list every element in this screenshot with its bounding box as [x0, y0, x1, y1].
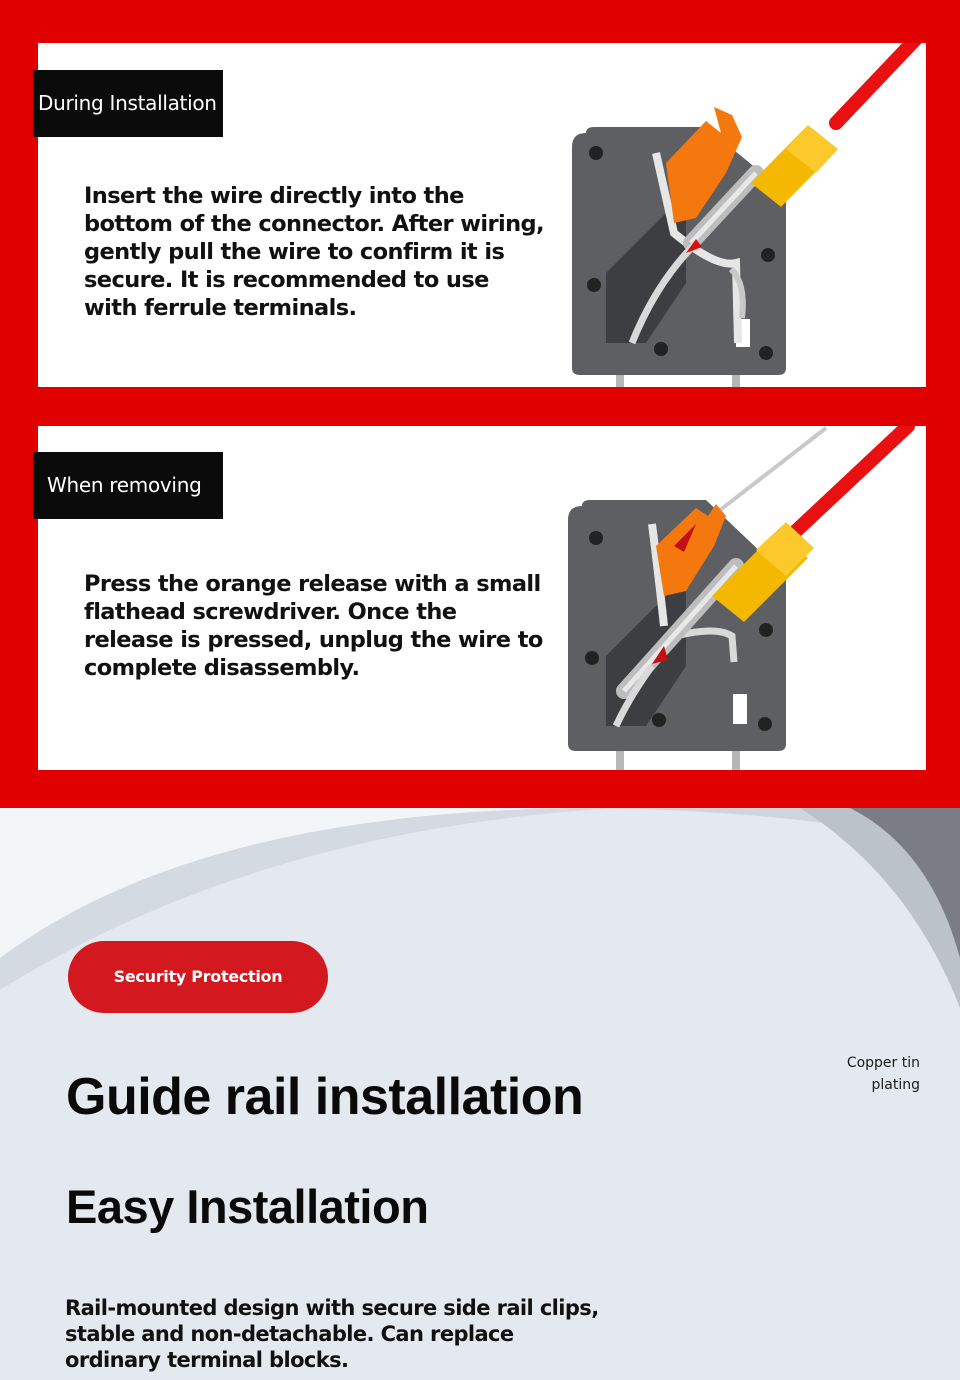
- removal-label: When removing: [33, 452, 223, 519]
- installation-text: Insert the wire directly into the bottom of the connector. After wiring, gently pull the wire to confirm it is secure. It is recommended to use with ferrule terminals.: [84, 183, 544, 321]
- installation-label: During Installation: [33, 70, 223, 137]
- easy-installation-headline: Easy Installation: [66, 1180, 429, 1233]
- security-protection-badge: Security Protection: [68, 941, 328, 1013]
- connector-installation-illustration: [546, 43, 926, 387]
- removal-text: Press the orange release with a small flathead screwdriver. Once the release is pressed, unplug the wire to complete disassembly.: [84, 571, 543, 681]
- rail-description: Rail-mounted design with secure side rail clips, stable and non-detachable. Can replace ordinary terminal blocks.: [65, 1296, 599, 1372]
- connector-removal-illustration: [546, 426, 926, 770]
- copper-plating-label: Copper tin plating: [846, 1055, 920, 1093]
- guide-rail-headline: Guide rail installation: [66, 1068, 584, 1126]
